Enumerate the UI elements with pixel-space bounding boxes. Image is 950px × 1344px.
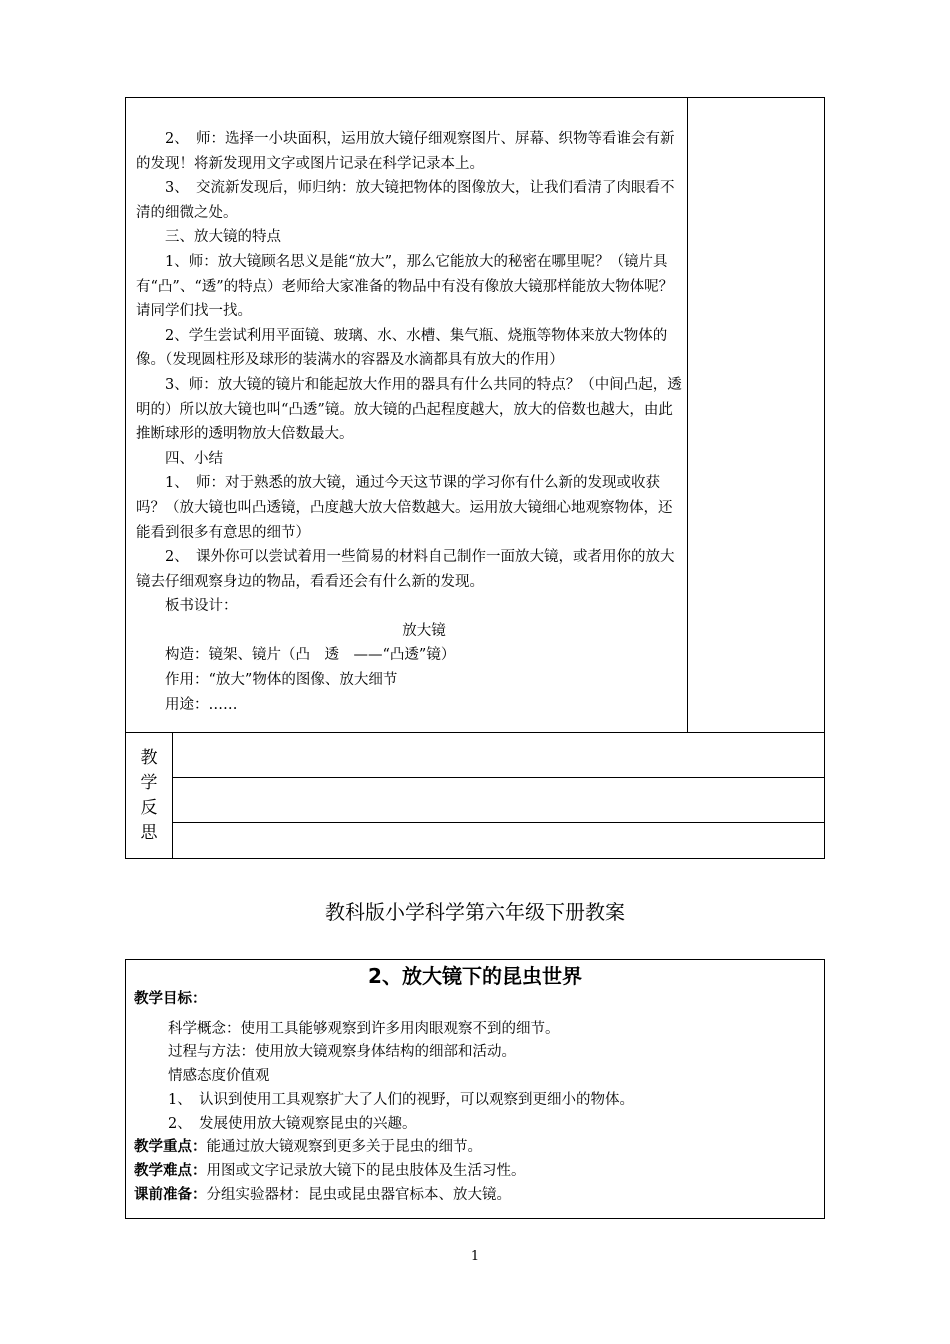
lesson-title: 2、放大镜下的昆虫世界 xyxy=(368,964,582,988)
paragraph: 1、 师：对于熟悉的放大镜，通过今天这节课的学习你有什么新的发现或收获吗？（放大镜也叫凸透镜，凸度越大放大倍数越大。运用放大镜细心地观察物体，还能看到很多有意思的细节） xyxy=(136,475,673,541)
objective-line: 科学概念：使用工具能够观察到许多用肉眼观察不到的细节。 xyxy=(168,1020,560,1037)
reflection-row-line-1 xyxy=(172,777,825,778)
key-points-label: 教学重点： xyxy=(134,1139,207,1156)
reflection-label-char: 教 xyxy=(140,747,158,768)
document-heading: 教科版小学科学第六年级下册教案 xyxy=(325,900,625,924)
reflection-label-divider xyxy=(172,732,173,859)
reflection-top-border xyxy=(125,732,825,733)
page-number: 1 xyxy=(470,1249,480,1264)
section-heading: 三、放大镜的特点 xyxy=(165,229,281,246)
preparation-row xyxy=(134,1184,818,1208)
lesson-plan-text xyxy=(134,988,818,1207)
difficulty-label: 教学难点： xyxy=(134,1162,207,1179)
paragraph: 3、 交流新发现后，师归纳：放大镜把物体的图像放大，让我们看清了肉眼看不清的细微之处。 xyxy=(136,180,675,221)
objectives-label: 教学目标： xyxy=(134,991,207,1007)
difficulty-row xyxy=(134,1160,818,1184)
key-points-text: 能通过放大镜观察到更多关于昆虫的细节。 xyxy=(206,1139,482,1156)
lesson-body-text xyxy=(136,127,682,717)
objective-line: 情感态度价值观 xyxy=(168,1068,270,1085)
reflection-label-char: 反 xyxy=(140,797,158,818)
board-design-label: 板书设计： xyxy=(165,598,238,615)
notes-column-divider xyxy=(687,97,688,733)
key-points-row xyxy=(134,1136,818,1160)
board-title: 放大镜 xyxy=(402,622,446,639)
preparation-label: 课前准备： xyxy=(134,1186,207,1203)
paragraph: 3、师：放大镜的镜片和能起放大作用的器具有什么共同的特点？（中间凸起，透明的）所以放大镜也叫“凸透”镜。放大镜的凸起程度越大，放大的倍数也越大，由此推断球形的透明物放大倍数最大。 xyxy=(136,376,682,443)
paragraph: 1、师：放大镜顾名思义是能“放大”，那么它能放大的秘密在哪里呢？（镜片具有“凸”、“透”的特点）老师给大家准备的物品中有没有像放大镜那样能放大物体呢？请同学们找一找。 xyxy=(136,253,674,320)
objective-line: 2、 发展使用放大镜观察昆虫的兴趣。 xyxy=(168,1115,417,1132)
paragraph: 2、学生尝试利用平面镜、玻璃、水、水槽、集气瓶、烧瓶等物体来放大物体的像。（发现圆柱形及球形的装满水的容器及水滴都具有放大的作用） xyxy=(136,327,668,369)
board-line: 用途：…… xyxy=(165,696,238,713)
board-line: 作用：“放大”物体的图像、放大细节 xyxy=(165,672,398,689)
reflection-label-char: 学 xyxy=(140,772,158,793)
preparation-text: 分组实验器材：昆虫或昆虫器官标本、放大镜。 xyxy=(206,1186,511,1203)
board-line: 构造：镜架、镜片（凸 透 ——“凸透”镜） xyxy=(165,647,456,664)
objective-line: 过程与方法：使用放大镜观察身体结构的细部和活动。 xyxy=(168,1044,516,1061)
section-heading: 四、小结 xyxy=(165,450,223,467)
reflection-label-char: 思 xyxy=(140,822,158,843)
objective-line: 1、 认识到使用工具观察扩大了人们的视野，可以观察到更细小的物体。 xyxy=(168,1091,634,1108)
paragraph: 2、 师：选择一小块面积，运用放大镜仔细观察图片、屏幕、织物等看谁会有新的发现！将新发现用文字或图片记录在科学记录本上。 xyxy=(136,131,675,172)
reflection-row-line-2 xyxy=(172,822,825,823)
paragraph: 2、 课外你可以尝试着用一些简易的材料自己制作一面放大镜，或者用你的放大镜去仔细观察身边的物品，看看还会有什么新的发现。 xyxy=(136,549,675,590)
reflection-label xyxy=(126,733,172,858)
difficulty-text: 用图或文字记录放大镜下的昆虫肢体及生活习性。 xyxy=(206,1162,526,1179)
